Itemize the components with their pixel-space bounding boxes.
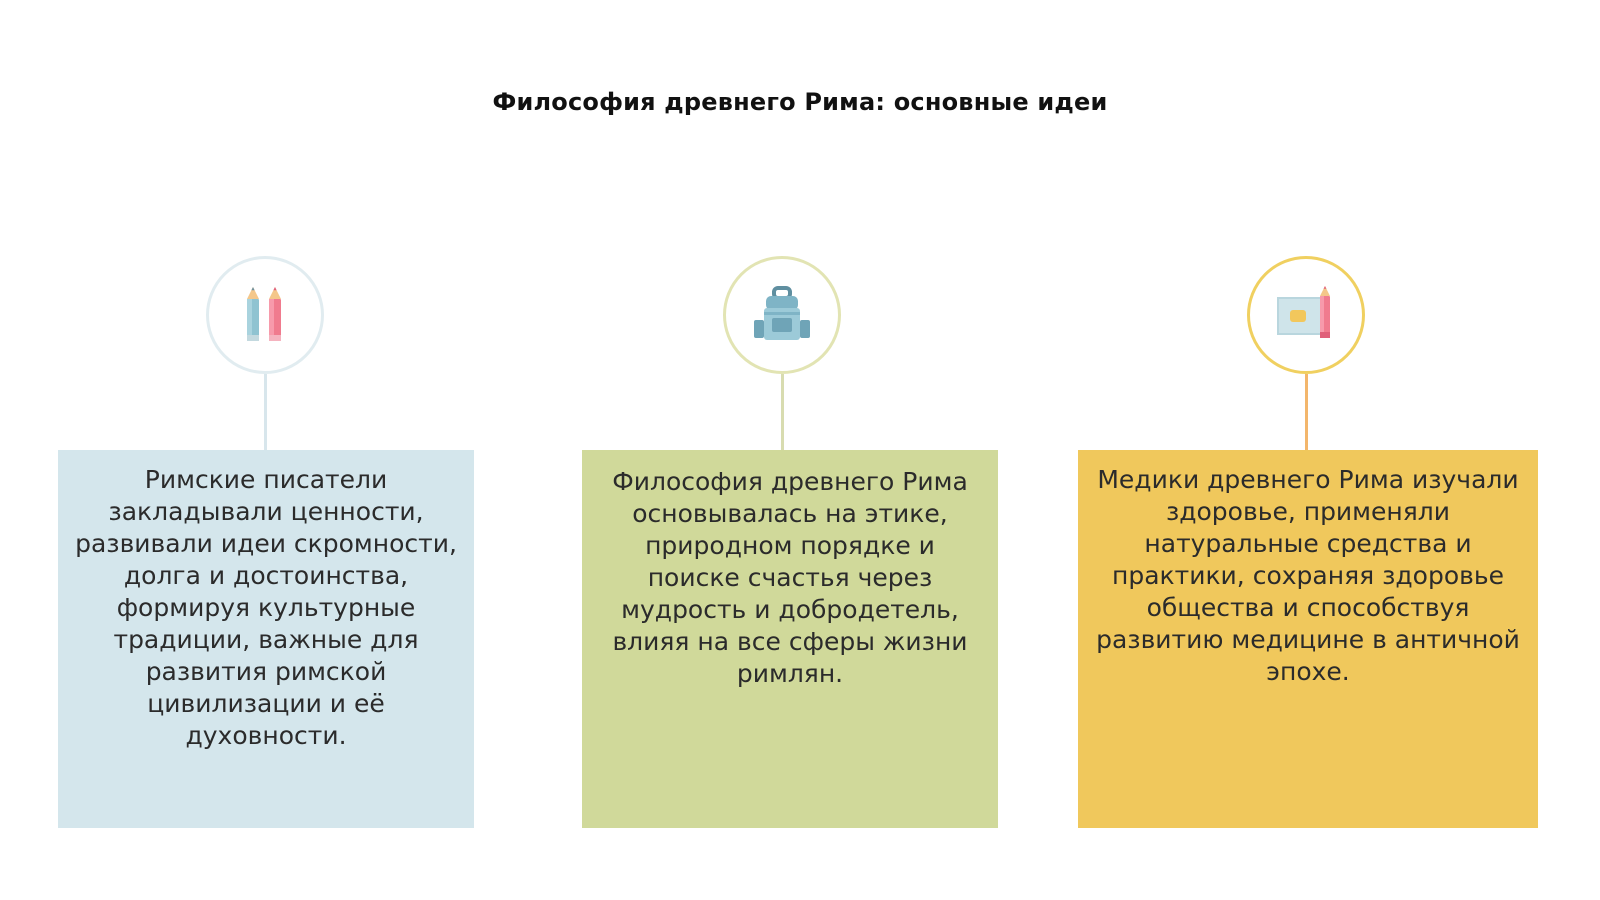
idea-column-medicine	[1078, 0, 1538, 900]
icon-circle-1	[206, 256, 324, 374]
connector-line-1	[264, 374, 267, 450]
idea-card-1: Римские писатели закладывали ценности, развивали идеи скромности, долга и достоинства, формируя культурные традиции, важные для развития римской цивилизации и её духовности.	[58, 450, 474, 828]
connector-line-3	[1305, 374, 1308, 450]
pencils-icon	[239, 285, 291, 345]
idea-card-2: Философия древнего Рима основывалась на этике, природном порядке и поиске счастья через мудрость и добродетель, влияя на все сферы жизни римлян.	[582, 450, 998, 828]
idea-column-philosophy	[582, 0, 998, 900]
icon-circle-3	[1247, 256, 1365, 374]
icon-circle-2	[723, 256, 841, 374]
page-title: Философия древнего Рима: основные идеи	[492, 88, 1108, 116]
backpack-icon	[752, 286, 812, 344]
idea-card-3: Медики древнего Рима изучали здоровье, применяли натуральные средства и практики, сохраняя здоровье общества и способствуя развитию медицине в античной эпохе.	[1078, 450, 1538, 828]
idea-column-writers	[58, 0, 474, 900]
drawing-pencil-icon	[1274, 286, 1338, 344]
connector-line-2	[781, 374, 784, 450]
